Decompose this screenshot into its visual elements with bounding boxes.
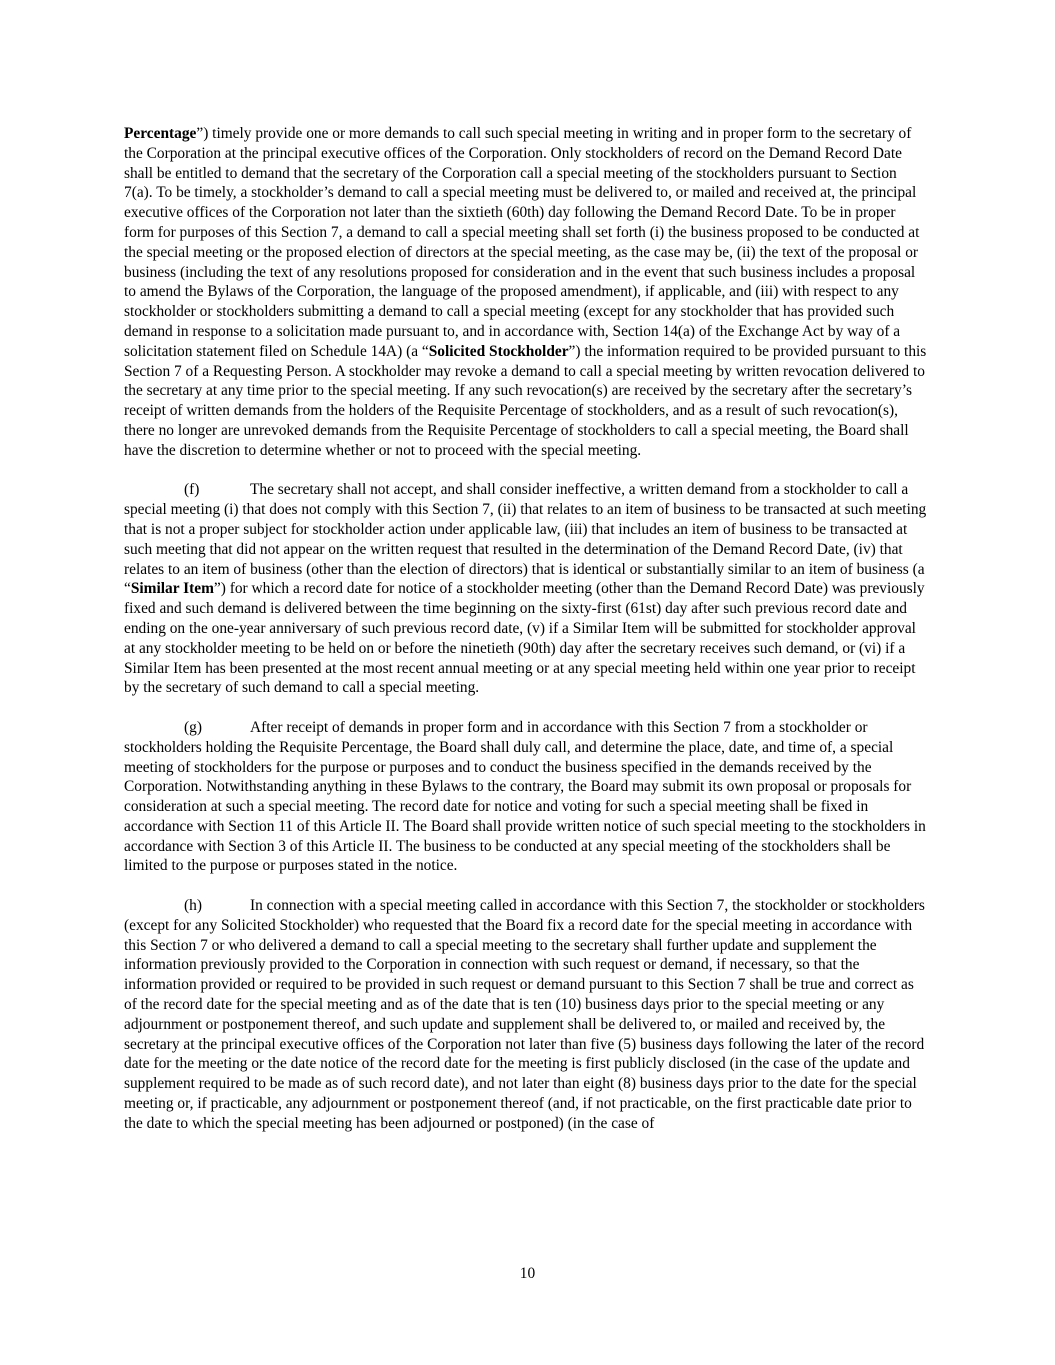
defined-term-similar-item: Similar Item: [130, 580, 214, 598]
paragraph-label: (h): [184, 897, 202, 915]
defined-term-solicited-stockholder: Solicited Stockholder: [428, 342, 569, 360]
paragraph-text: ”) the information required to be provided pursuant to this Section 7 of a Requesting Person. A stockholder may revoke a demand to call a special meeting by written revocation delivered to the secretary at any time prior to the special meeting. If any such revocation(s) are received by the secretary after the secretary’s receipt of written demands from the holders of the Requisite Percentage of stockholders, and as a result of such revocation(s), there no longer are unrevoked demands from the Requisite Percentage of stockholders to call a special meeting, the Board shall have the discretion to determine whether or not to proceed with the special meeting.: [124, 342, 927, 459]
paragraph-text: The secretary shall not accept, and shall consider ineffective, a written demand from a stockholder to call a special meeting (i) that does not comply with this Section 7, (ii) that relates to an item of business to be transacted at such meeting that is not a proper subject for stockholder action under applicable law, (iii) that includes an item of business to be transacted at such meeting that did not appear on the written request that resulted in the determination of the Demand Record Date, (iv) that relates to an item of business (other than the election of directors) that is identical or substantially similar to an item of business (a “: [124, 481, 927, 598]
paragraph-text: ”) for which a record date for notice of a stockholder meeting (other than the Demand Record Date) was previously fixed and such demand is delivered between the time beginning on the sixty-first (61st) day after such previous record date and ending on the one-year anniversary of such previous record date, (v) if a Similar Item will be submitted for stockholder approval at any stockholder meeting to be held on or before the ninetieth (90th) day after the secretary receives such demand, or (vi) if a Similar Item has been presented at the most recent annual meeting or at any special meeting held within one year prior to receipt by the secretary of such demand to call a special meeting.: [124, 580, 925, 697]
paragraph-h: [124, 896, 929, 1134]
paragraph-f: [124, 480, 929, 698]
paragraph-label: (g): [184, 718, 202, 736]
paragraph-text: After receipt of demands in proper form and in accordance with this Section 7 from a stockholder or stockholders holding the Requisite Percentage, the Board shall duly call, and determine the place, date, and time of, a special meeting of stockholders for the purpose or purposes and to conduct the business specified in the demands received by the Corporation. Notwithstanding anything in these Bylaws to the contrary, the Board may submit its own proposal or proposals for consideration at such a special meeting. The record date for notice and voting for such a special meeting shall be fixed in accordance with Section 11 of this Article II. The Board shall provide written notice of such special meeting to the stockholders in accordance with Section 3 of this Article II. The business to be conducted at any special meeting of the stockholders shall be limited to the purpose or purposes stated in the notice.: [124, 718, 926, 875]
page-number: 10: [519, 1265, 536, 1282]
paragraph-continuation: [124, 124, 929, 461]
paragraph-label: (f): [184, 481, 200, 499]
paragraph-g: [124, 718, 929, 876]
paragraph-text: ”) timely provide one or more demands to call such special meeting in writing and in proper form to the secretary of the Corporation at the principal executive offices of the Corporation. Only stockholders of record on the Demand Record Date shall be entitled to demand that the secretary of the Corporation call a special meeting of the stockholders pursuant to Section 7(a). To be timely, a stockholder’s demand to call a special meeting must be delivered to, or mailed and received at, the principal executive offices of the Corporation not later than the sixtieth (60th) day following the Demand Record Date. To be in proper form for purposes of this Section 7, a demand to call a special meeting shall set forth (i) the business proposed to be conducted at the special meeting or the proposed election of directors at the special meeting, as the case may be, (ii) the text of the proposal or business (including the text of any resolutions proposed for consideration and in the event that such business includes a proposal to amend the Bylaws of the Corporation, the language of the proposed amendment), if applicable, and (iii) with respect to any stockholder or stockholders submitting a demand to call a special meeting (except for any stockholder that has provided such demand in response to a solicitation made pursuant to, and in accordance with, Section 14(a) of the Exchange Act by way of a solicitation statement filed on Schedule 14A) (a “: [124, 125, 920, 360]
defined-term-percentage: Percentage: [124, 125, 197, 142]
paragraph-text: In connection with a special meeting called in accordance with this Section 7, the stockholder or stockholders (except for any Solicited Stockholder) who requested that the Board fix a record date for the special meeting in accordance with this Section 7 or who delivered a demand to call a special meeting to the secretary shall further update and supplement the information previously provided to the Corporation in connection with such request or demand, if necessary, so that the information provided or required to be provided in such request or demand pursuant to this Section 7 shall be true and correct as of the record date for the special meeting and as of the date that is ten (10) business days prior to the special meeting or any adjournment or postponement thereof, and such update and supplement shall be delivered to, or mailed and received by, the secretary at the principal executive offices of the Corporation not later than five (5) business days following the later of the record date for the meeting or the date notice of the record date for the meeting is first publicly disclosed (in the case of the update and supplement required to be made as of such record date), and not later than eight (8) business days prior to the date for the special meeting or, if practicable, any adjournment or postponement thereof (and, if not practicable, on the first practicable date prior to the date to which the special meeting has been adjourned or postponed) (in the case of: [124, 897, 925, 1132]
